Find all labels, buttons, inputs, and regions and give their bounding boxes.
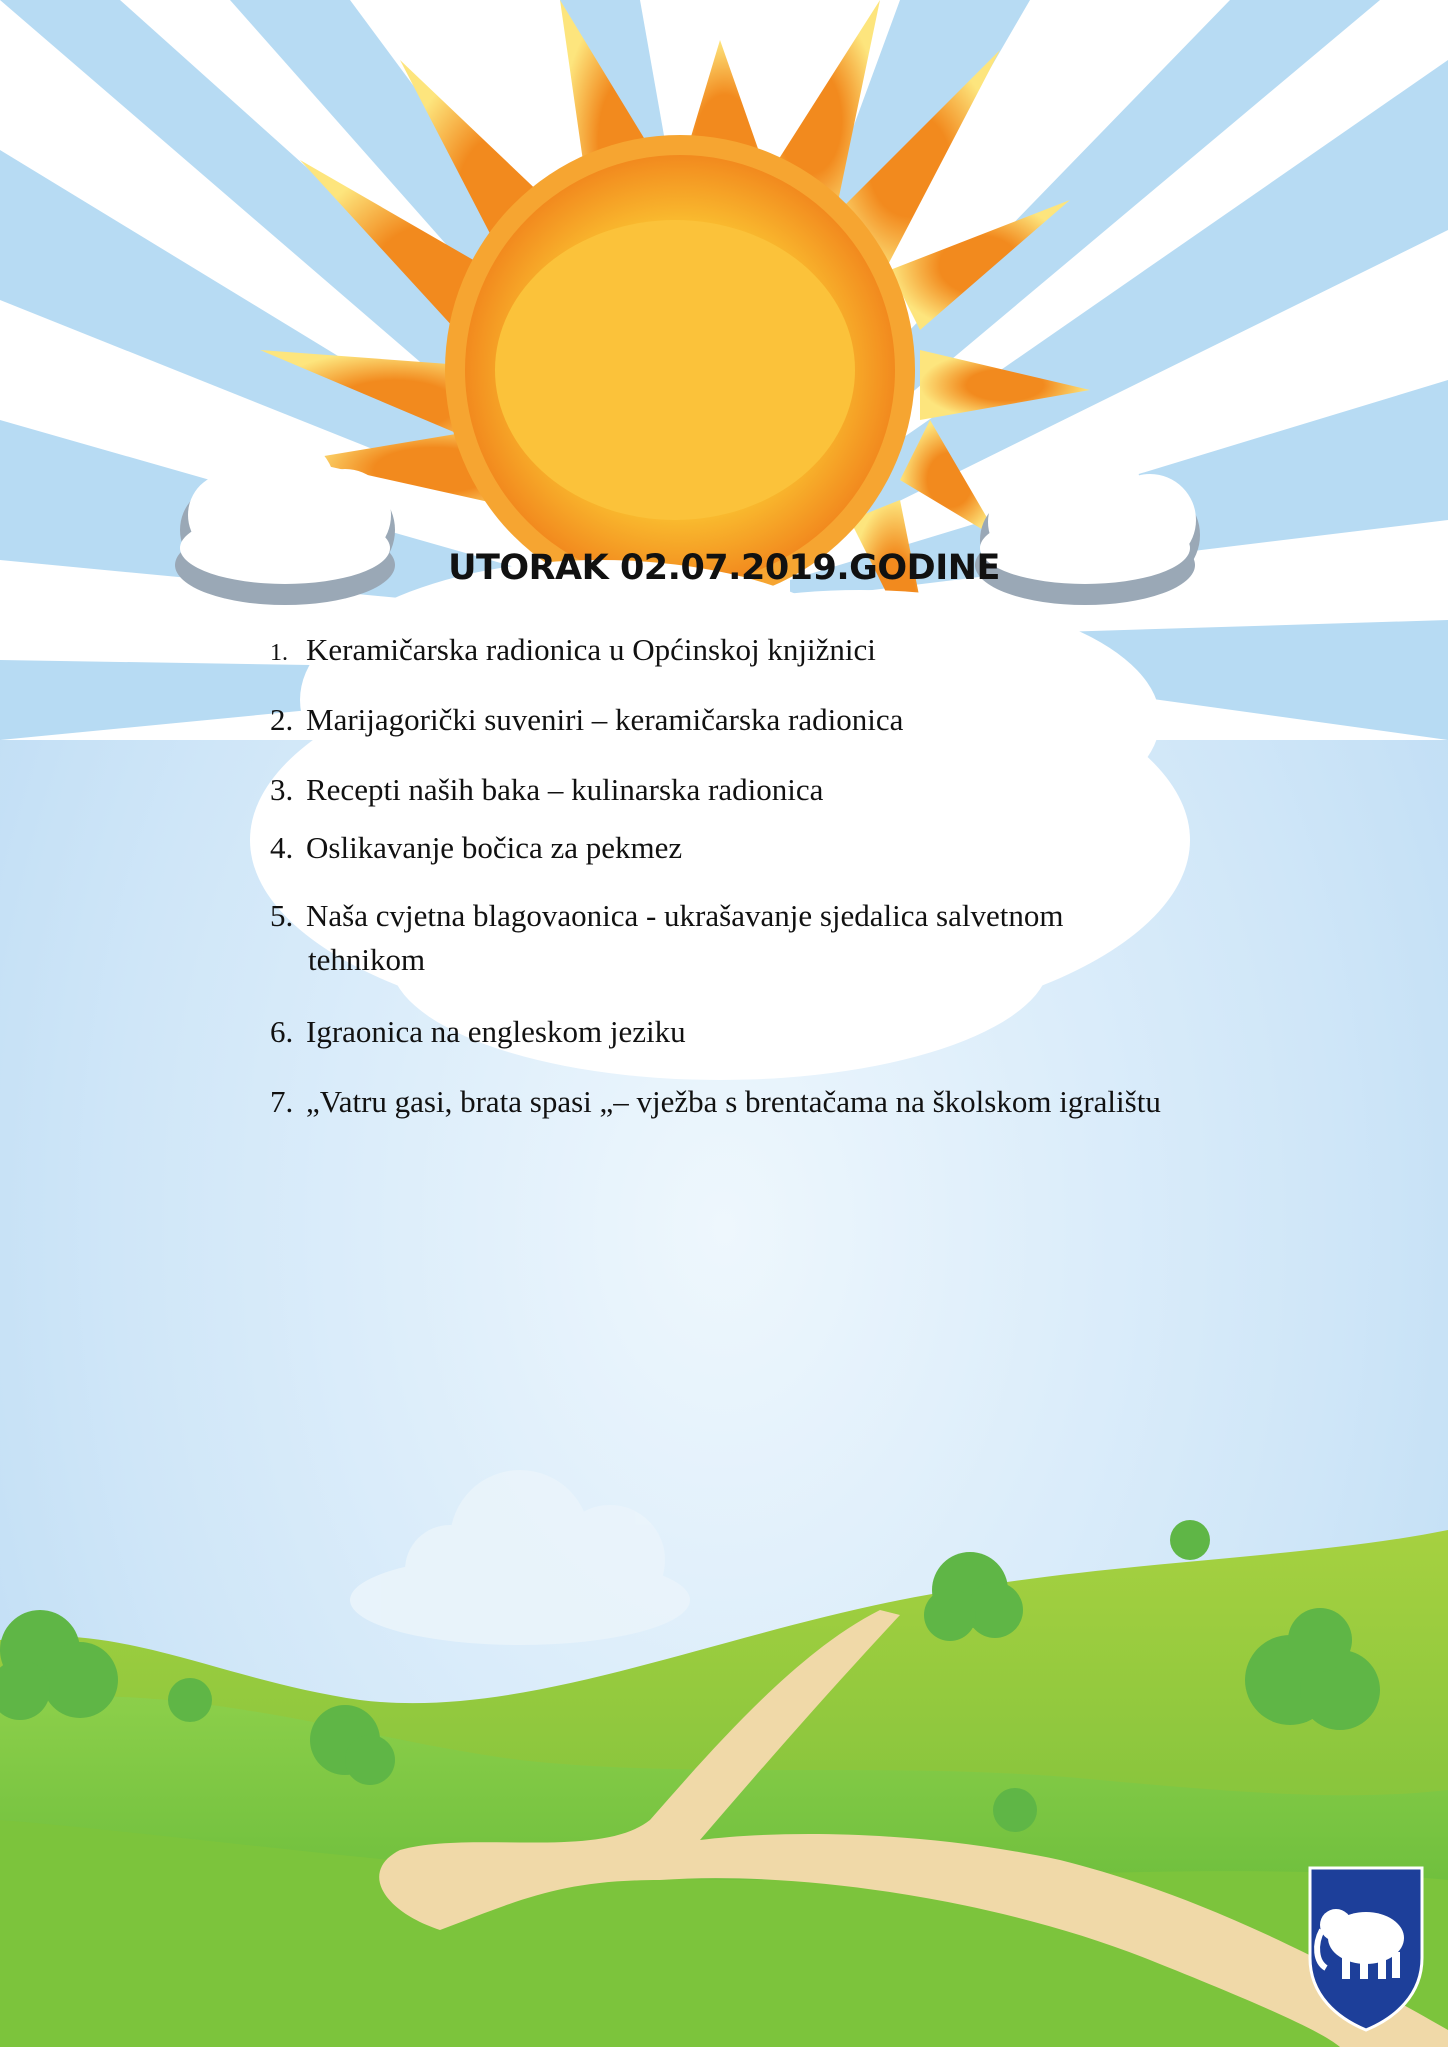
list-item-text: Keramičarska radionica u Općinskoj knjižnici (306, 632, 876, 667)
list-item (270, 894, 1170, 982)
list-item (270, 768, 823, 812)
list-item-number: 3. (270, 772, 294, 807)
list-item (270, 826, 682, 870)
list-item-text: Oslikavanje bočica za pekmez (306, 830, 683, 865)
list-item-text: Naša cvjetna blagovaonica - ukrašavanje sjedalica salvetnom (306, 898, 1064, 933)
list-item-text: Marijagorički suveniri – keramičarska radionica (306, 702, 904, 737)
list-item-number: 2. (270, 702, 294, 737)
list-item-number: 5. (270, 898, 294, 933)
list-item (270, 1080, 1161, 1124)
list-item-number: 6. (270, 1014, 294, 1049)
list-item-text: „Vatru gasi, brata spasi „– vježba s brentačama na školskom igralištu (306, 1084, 1161, 1119)
page-title: UTORAK 02.07.2019.GODINE (448, 548, 1000, 588)
list-item-number: 7. (270, 1084, 294, 1119)
list-item-text-continuation: tehnikom (308, 942, 426, 977)
list-item (270, 1010, 686, 1054)
list-item-text: Igraonica na engleskom jeziku (306, 1014, 686, 1049)
list-item-text: Recepti naših baka – kulinarska radionica (306, 772, 824, 807)
list-item (270, 628, 876, 675)
list-item-number: 4. (270, 830, 294, 865)
list-item-number: 1. (270, 640, 288, 666)
list-item (270, 698, 903, 742)
